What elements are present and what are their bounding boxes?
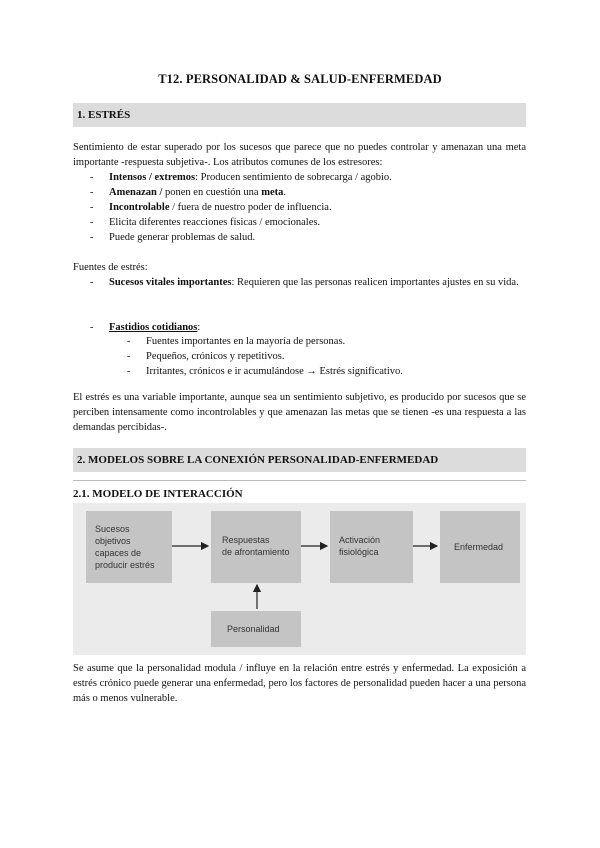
daily-subitem-text: Pequeños, crónicos y repetitivos.	[146, 351, 285, 362]
source-item-vital: - Sucesos vitales importantes: Requieren que las personas realicen importantes ajustes en su vida.	[90, 277, 519, 288]
stress-summary: El estrés es una variable importante, aunque sea un sentimiento subjetivo, es producido por sucesos que se perciben intensamente como incontrolables y que amenazan las metas que se tienen -es una respuesta a las demandas percibidas-.	[73, 392, 526, 433]
box-label: objetivos	[95, 536, 131, 546]
source-bold: Fastidios cotidianos	[109, 322, 198, 333]
source-colon: :	[197, 322, 201, 333]
subsection-heading: 2.1. MODELO DE INTERACCIÓN	[73, 488, 243, 500]
attribute-text: ponen en cuestión una	[162, 187, 262, 198]
model-conclusion: Se asume que la personalidad modula / influye en la relación entre estrés y enfermedad. La exposición a estrés crónico puede generar una enfermedad, pero los factores de personalidad pueden hacer a una persona más o menos vulnerable.	[73, 663, 526, 704]
attribute-text: Puede generar problemas de salud.	[109, 232, 256, 243]
box-label: Enfermedad	[454, 542, 504, 552]
attribute-text: .	[283, 187, 287, 198]
section-2-heading: 2. MODELOS SOBRE LA CONEXIÓN PERSONALIDAD-ENFERMEDAD	[73, 448, 526, 472]
box-illness	[440, 511, 520, 583]
box-label: Respuestas	[222, 535, 270, 545]
attribute-bold: meta	[261, 187, 284, 198]
box-label: capaces de	[95, 548, 142, 558]
section-1-heading: 1. ESTRÉS	[73, 103, 526, 127]
attribute-bold: Amenazan /	[109, 187, 163, 198]
divider	[73, 480, 526, 481]
attribute-bold: Intensos / extremos	[109, 172, 196, 183]
box-physiological-activation	[330, 511, 413, 583]
document-page: T12. PERSONALIDAD & SALUD-ENFERMEDAD 1. ESTRÉS Sentimiento de estar superado por los sucesos que parece que no puedes controlar y amenazan una meta importante -respuesta subjetiva-. Los atributos comunes de los estresores: - Intensos / extremos: Producen sentimiento de sobrecarga / agobio. - Amenazan / ponen en cuestión una meta. - Incontrolable / fuera de nuestro poder de influencia. - Elicita diferentes reacciones físicas / emocionales. - Puede generar problemas de salud. Fuentes de estrés: - Sucesos vitales importantes: Requieren que las personas realicen importantes ajustes en su vida. - Fastidios cotidianos: - Fuentes importantes en la mayoría de personas. - Pequeños, crónicos y repetitivos. - Irritantes, crónicos e ir acumulándose → Estrés significativo. El estrés es una variable importante, aunque sea un sentimiento subjetivo, es producido por sucesos que se perciben intensamente como incontrolables y que amenazan las metas que se tienen -es una respuesta a las demandas percibidas-. 2. MODELOS SOBRE LA CONEXIÓN PERSONALIDAD-ENFERMEDAD 2.1. MODELO DE INTERACCIÓN Sucesos objetivos capaces de producir estrés Respuestas de afrontamiento Activación fisiológica Enfermedad Personalidad Se asume que la personalidad modula / influye en la relación entre estrés y enfermedad. La exposición a estrés crónico puede generar una enfermedad, pero los factores de personalidad pueden hacer a una persona más o menos vulnerable.	[0, 0, 600, 848]
box-label: producir estrés	[95, 560, 155, 570]
daily-subitem-text: Irritantes, crónicos e ir acumulándose → Estrés significativo.	[146, 366, 403, 377]
attribute-text: / fuera de nuestro poder de influencia.	[169, 202, 332, 213]
box-label: Sucesos	[95, 524, 130, 534]
source-text: : Requieren que las personas realicen importantes ajustes en su vida.	[231, 277, 519, 288]
page-title: T12. PERSONALIDAD & SALUD-ENFERMEDAD	[158, 72, 442, 86]
box-label: Activación	[339, 535, 381, 545]
daily-subitem-text: Fuentes importantes en la mayoría de personas.	[146, 336, 346, 347]
box-label: Personalidad	[227, 624, 280, 634]
sources-label: Fuentes de estrés:	[73, 262, 148, 273]
box-label: fisiológica	[339, 547, 379, 557]
attribute-text: Elicita diferentes reacciones físicas / emocionales.	[109, 217, 321, 228]
source-bold: Sucesos vitales importantes	[109, 277, 232, 288]
box-personality	[211, 611, 301, 647]
box-coping-responses	[211, 511, 301, 583]
box-stressful-events	[86, 511, 172, 583]
attribute-bold: Incontrolable	[109, 202, 170, 213]
attribute-text: : Producen sentimiento de sobrecarga / agobio.	[195, 172, 392, 183]
interaction-model-diagram	[73, 503, 526, 655]
box-label: de afrontamiento	[222, 547, 290, 557]
stress-intro: Sentimiento de estar superado por los sucesos que parece que no puedes controlar y amenazan una meta importante -respuesta subjetiva-. Los atributos comunes de los estresores:	[73, 142, 526, 168]
